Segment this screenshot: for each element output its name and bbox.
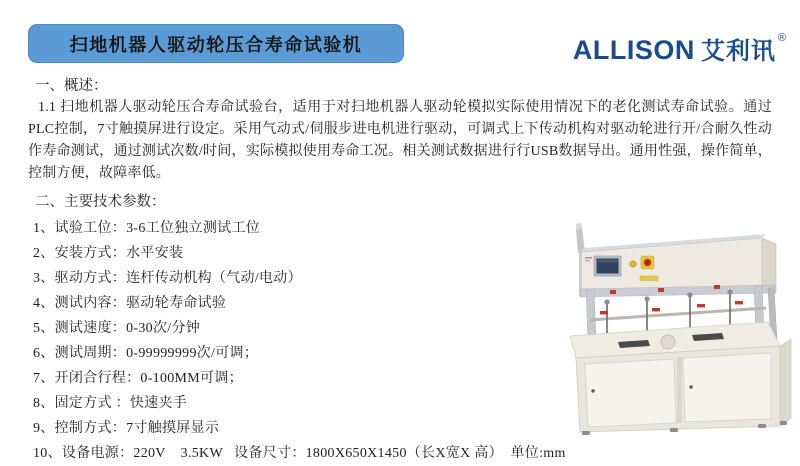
control-box xyxy=(579,234,776,297)
start-button xyxy=(630,261,636,267)
title-banner xyxy=(28,24,404,63)
warning-label xyxy=(640,276,658,281)
overview-heading: 一、概述： xyxy=(35,78,108,94)
registered-trademark-icon: ® xyxy=(777,32,786,44)
overview-paragraph: 1.1 扫地机器人驱动轮压合寿命试验台，适用于对扫地机器人驱动轮模拟实际使用情况下的老化测试寿命试验。通过PLC控制，7寸触摸屏进行设定。采用气动式/伺服步进电机进行驱动，可调式上下传动机构对驱动轮进行开/合耐久性动作寿命测试，通过测试次数/时间，实际模拟使用寿命工况。相关测试数据进行行USB数据导出。通用性强，操作简单，控制方便，故障率低。 xyxy=(28,100,772,181)
spec-item: 4、测试内容：驱动轮寿命试验 xyxy=(33,296,227,311)
specs-heading: 二、主要技术参数： xyxy=(35,194,166,210)
spec-item: 6、测试周期：0-99999999次/可调； xyxy=(33,346,259,361)
cabinet-door-right xyxy=(683,353,771,422)
spec-item: 9、控制方式：7寸触摸屏显示 xyxy=(33,421,220,436)
brand-logo xyxy=(573,31,786,66)
emergency-stop-button xyxy=(641,256,654,269)
page-title: 扫地机器人驱动轮压合寿命试验机 xyxy=(69,34,363,55)
spec-item: 1、试验工位：3-6工位独立测试工位 xyxy=(33,221,261,236)
spec-item: 8、固定方式 ：快速夹手 xyxy=(33,396,188,411)
cabinet-door-left xyxy=(585,359,676,427)
machine-photo xyxy=(552,190,795,435)
spec-item: 3、驱动方式：连杆传动机构（气动/电动） xyxy=(33,271,302,286)
spec-item: 5、测试速度：0-30次/分钟 xyxy=(33,321,201,336)
spec-item: 7、开闭合行程：0-100MM可调； xyxy=(33,371,243,386)
hmi-screen xyxy=(594,256,621,276)
spec-item: 10、设备电源：220V 3.5KW 设备尺寸：1800X650X1450（长X宽X 高） 单位:mm xyxy=(33,446,566,461)
brand-logo-cjk: 艾利讯 xyxy=(700,38,776,65)
spec-item: 2、安装方式：水平安装 xyxy=(33,246,184,261)
door-lock xyxy=(591,389,594,392)
door-lock xyxy=(689,385,692,388)
brand-logo-latin: ALLISON xyxy=(572,35,695,65)
